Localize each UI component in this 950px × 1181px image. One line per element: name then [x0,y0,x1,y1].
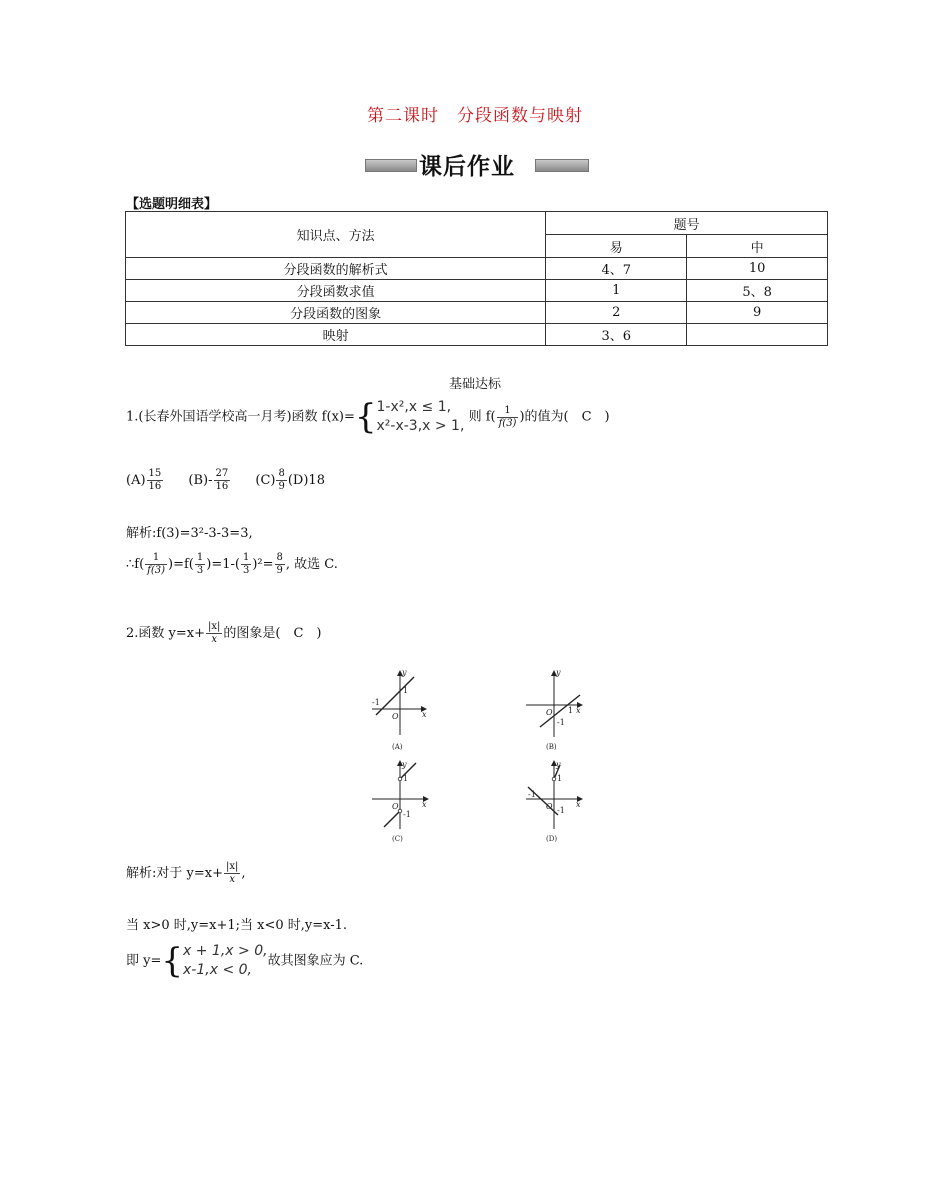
q2-solution-line2: 当 x>0 时,y=x+1;当 x<0 时,y=x-1. [126,918,348,933]
graph-label: (B) [546,743,557,751]
axis-label: y [556,668,561,677]
brace-glyph: { [354,397,377,437]
frac-den: 9 [276,565,283,576]
frac-den: 3 [196,565,204,576]
q1-case1: 1-x²,x ≤ 1, [376,399,452,415]
q1-solution-line1: 解析:f(3)=3²-3-3=3, [126,526,253,541]
page-title: 第二课时 分段函数与映射 [367,106,583,126]
sol-text: 解析:对于 y=x+ [126,866,223,881]
axis-label: y [556,760,561,769]
frac-num: |x| [225,861,239,872]
cell-topic: 分段函数的图象 [126,302,546,324]
frac-den: 9 [278,481,285,492]
cell-medium: 9 [687,302,828,324]
origin-label: O [546,802,553,811]
origin-label: O [392,802,399,811]
q2-solution-line1 [126,861,246,886]
sol-frac [224,861,240,886]
homework-banner [365,150,590,180]
frac-den: 16 [215,481,229,492]
q1-frac-den: f(3) [498,417,517,429]
cell-topic: 映射 [126,324,546,346]
q1-frac-num: 1 [497,405,519,418]
case-line: x-1,x < 0, [183,962,252,978]
sol-text: , 故选 C. [285,557,338,572]
cell-topic: 分段函数的解析式 [126,258,546,280]
case-line: x + 1,x > 0, [183,943,268,959]
tick-label: 1 [568,706,574,715]
frac-num: 1 [196,552,204,563]
q1-cases [377,398,465,436]
frac-den: f(3) [147,565,166,576]
detail-heading: 【选题明细表】 [126,197,218,212]
option-b: (B)- [188,473,213,488]
option-a-frac [147,468,164,493]
sol-text: 故其图象应为 C. [267,953,364,969]
cell-medium: 10 [687,258,828,280]
cell-medium: 5、8 [687,280,828,302]
q1-stem [126,398,610,436]
header-number: 题号 [546,212,828,235]
tick-label: -1 [557,806,565,815]
tick-label: -1 [372,698,380,707]
frac-num: 1 [145,552,167,565]
brace-glyph: { [161,941,184,981]
cell-topic: 分段函数求值 [126,280,546,302]
section-title: 基础达标 [448,377,501,392]
cell-easy: 3、6 [546,324,687,346]
axis-label: x [576,800,581,809]
option-c: (C) [255,473,276,488]
tick-label: 1 [557,774,563,783]
sol-frac [241,552,251,577]
sol-text: , [241,866,246,881]
graph-b [526,668,582,751]
q2-graphs [360,665,600,845]
q2-solution-line3 [126,942,363,980]
frac-num: 27 [215,468,229,479]
graph-d [526,760,582,843]
origin-label: O [546,708,553,717]
axis-label: x [576,706,581,715]
axis-label: x [422,710,427,719]
frac-den: 3 [242,565,250,576]
cell-easy: 4、7 [546,258,687,280]
tick-label: -1 [528,790,536,799]
q1-solution-line2 [126,552,338,577]
sol-text: 即 y= [126,953,162,969]
tick-label: 1 [403,774,409,783]
header-easy: 易 [546,235,687,258]
option-d: (D)18 [287,473,325,488]
q1-case2: x²-x-3,x > 1, [376,418,465,434]
graph-c [372,760,428,843]
q1-options [126,468,325,493]
q1-stem-suffix: )的值为( C ) [519,409,610,425]
homework-banner-text: 课后作业 [419,154,515,180]
axis-label: x [422,800,427,809]
axis-label: y [402,760,407,769]
frac-den: x [211,634,218,645]
sol-frac [275,552,285,577]
banner-left-bar [365,159,417,172]
frac-den: 16 [148,481,162,492]
cell-easy: 1 [546,280,687,302]
graph-label: (D) [546,835,558,843]
header-knowledge: 知识点、方法 [126,212,546,258]
frac-num: 8 [278,468,285,479]
frac-num: 15 [148,468,162,479]
selection-table [125,211,828,346]
q2-stem-suffix: 的图象是( C ) [223,626,322,641]
sol-text: )²= [252,557,274,572]
cell-easy: 2 [546,302,687,324]
graph-label: (A) [392,743,403,751]
q1-stem-mid: 则 f( [468,409,496,425]
banner-right-bar [535,159,589,172]
q1-fraction [497,405,519,430]
sol-text: )=1-( [206,557,240,572]
tick-label: 1 [403,686,409,695]
table-row [126,280,828,302]
origin-label: O [392,712,399,721]
q2-fraction [206,621,222,646]
sol-text: )=f( [168,557,194,572]
graph-a [372,668,427,751]
table-row [126,302,828,324]
graph-label: (C) [392,835,403,843]
q2-cases [183,942,268,980]
sol-frac [195,552,205,577]
q2-stem [126,621,321,646]
option-c-frac [276,468,286,493]
tick-label: -1 [557,718,565,727]
frac-den: x [229,874,235,885]
tick-label: -1 [403,810,411,819]
sol-text: ∴f( [126,557,145,572]
option-b-frac [214,468,231,493]
frac-num: 8 [276,552,283,563]
q2-stem-prefix: 2.函数 y=x+ [126,626,205,641]
header-medium: 中 [687,235,828,258]
option-a: (A) [126,473,146,488]
table-row [126,258,828,280]
table-row [126,324,828,346]
frac-num: 1 [242,552,250,563]
q1-stem-prefix: 1.(长春外国语学校高一月考)函数 f(x)= [126,409,355,425]
frac-num: |x| [208,621,221,632]
axis-label: y [402,668,407,677]
sol-frac [145,552,167,577]
cell-medium [687,324,828,346]
